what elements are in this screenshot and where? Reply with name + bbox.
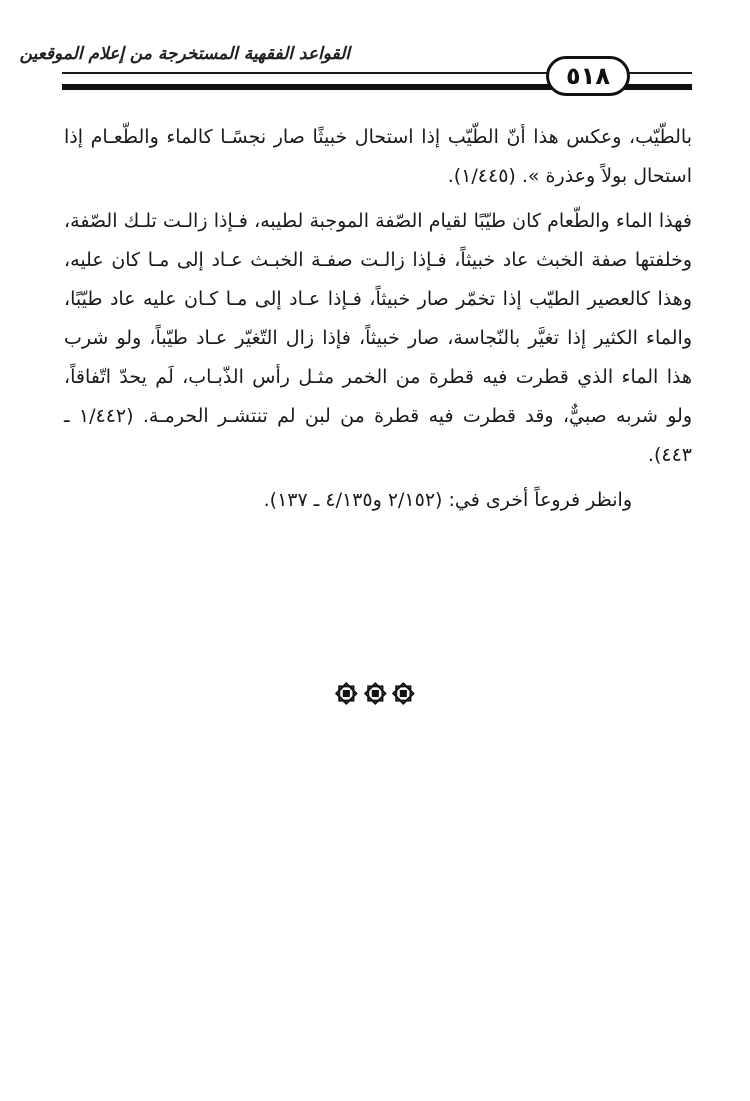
paragraph-3: وانظر فروعاً أخرى في: (٢/١٥٢ و٤/١٣٥ ـ ١٣٧). (263, 489, 632, 511)
star-ornament-icon (333, 680, 360, 707)
star-ornament-icon (362, 680, 389, 707)
running-title: القواعد الفقهية المستخرجة من إعلام الموقعين (19, 44, 350, 64)
page-number: ٥١٨ (546, 56, 630, 96)
paragraph-1: بالطّيّب، وعكس هذا أنّ الطّيّب إذا استحال خبيثًا صار نجسًـا كالماء والطّعـام إذا استحال بولاً وعذرة ». (١/٤٤٥). (64, 126, 692, 187)
body-text (64, 118, 692, 526)
section-end-ornament (333, 678, 417, 708)
star-ornament-icon (390, 680, 417, 707)
paragraph-2: فهذا الماء والطّعام كان طيّبًا لقيام الصّفة الموجبة لطيبه، فـإذا زالـت تلـك الصّفة، وخلفتها صفة الخبث عاد خبيثاً، فـإذا زالـت صفـة الخبـث عـاد إلى مـا كان عليه، وهذا كالعصير الطيّب إذا تخمّر صار خبيثاً، فـإذا عـاد إلى مـا كـان عليه عاد طيّبًا، والماء الكثير إذا تغيَّر بالنّجاسة، صار خبيثاً، فإذا زال التّغيّر عـاد طيّباً، ولو شرب هذا الماء الذي قطرت فيه قطرة من الخمر مثـل رأس الذّبـاب، لَم يحدّ اتّفاقاً، ولو شربه صبيٌّ، وقد قطرت فيه قطرة من لبن لم تنتشـر الحرمـة. (١/٤٤٢ ـ ٤٤٣). (64, 210, 693, 466)
